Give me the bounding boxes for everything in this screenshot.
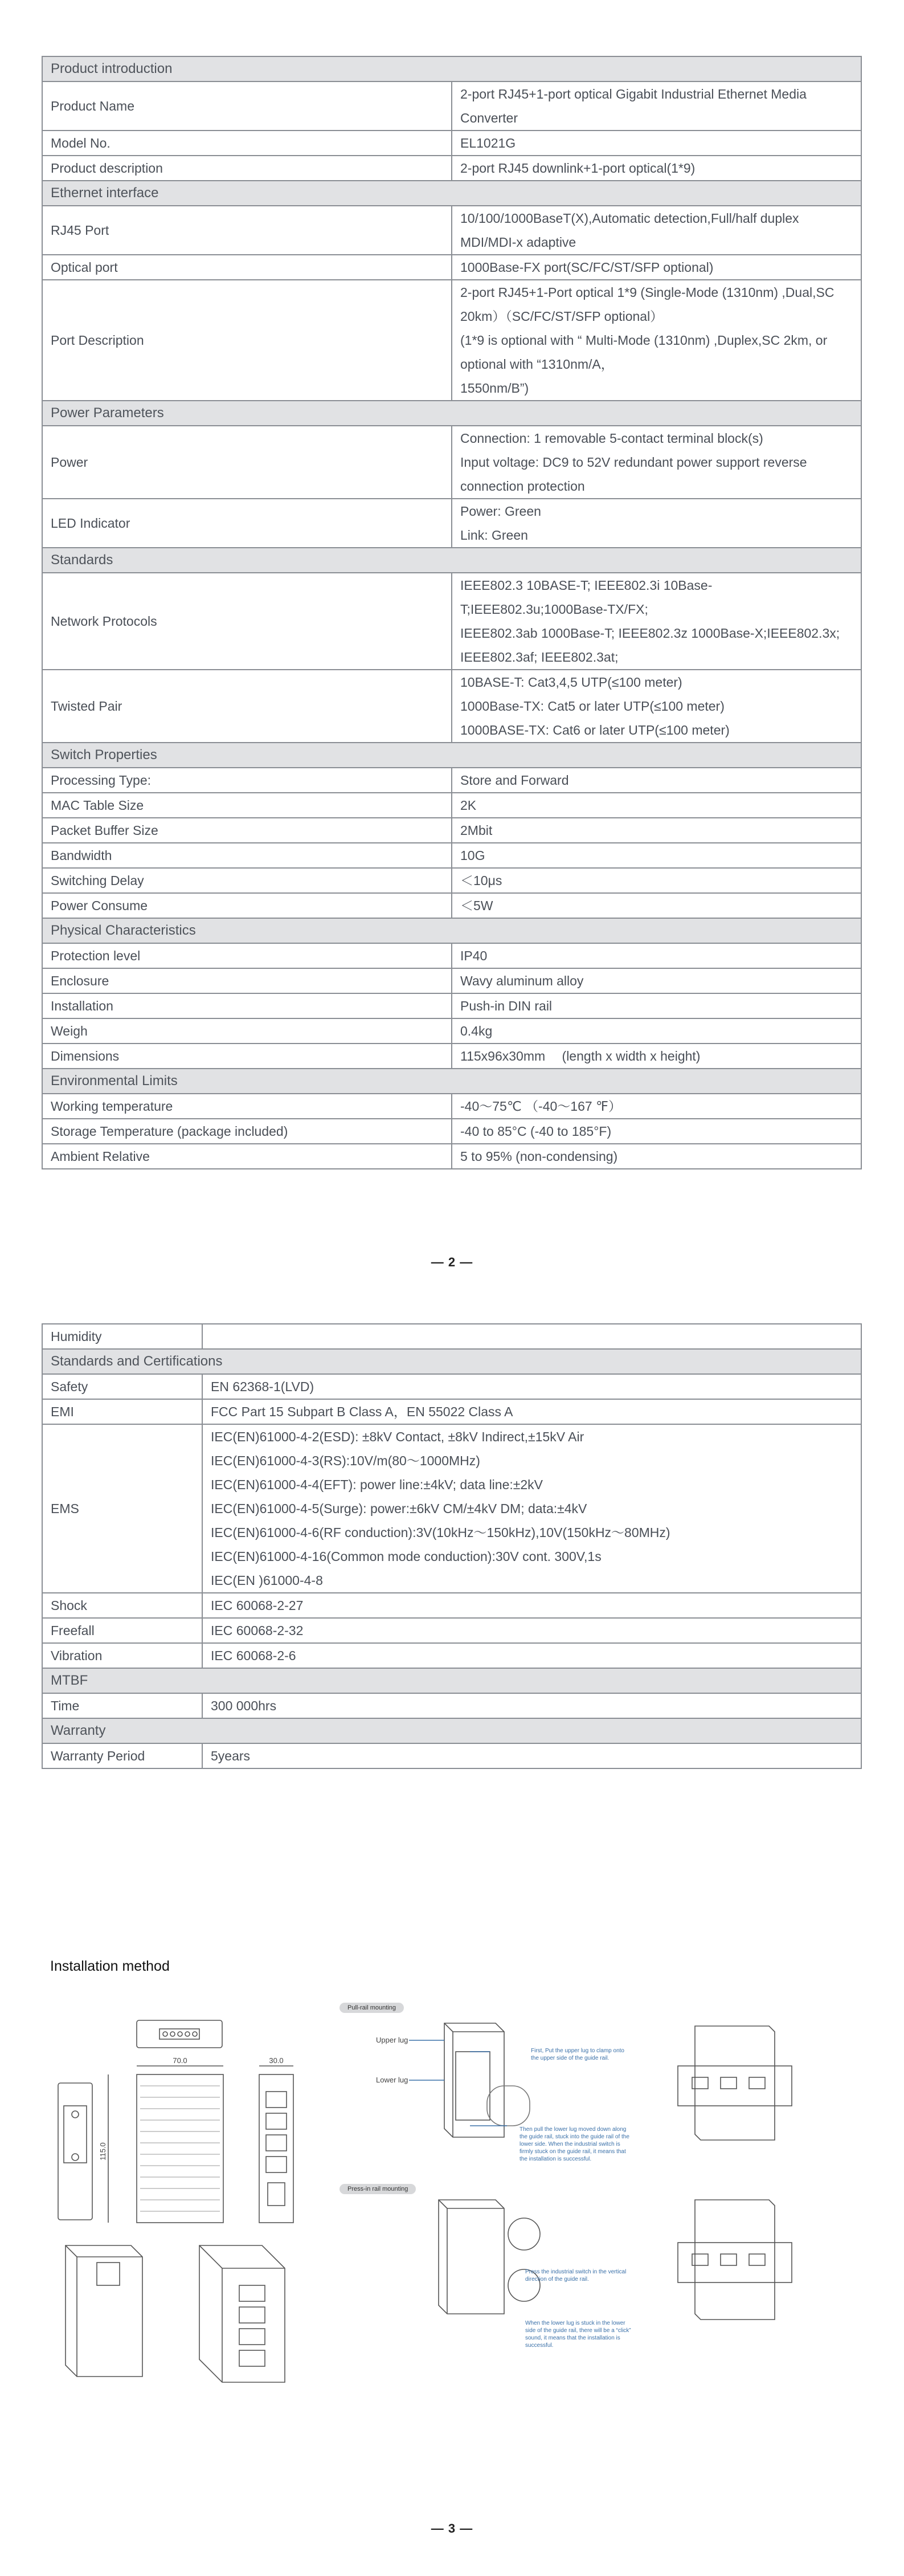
upper-lug-label: Upper lug <box>376 2036 408 2044</box>
section-title: Standards <box>42 548 861 573</box>
spec-value <box>452 943 861 968</box>
spec-value-line: IEEE802.3 10BASE-T; IEEE802.3i 10Base-T;IEEE802.3u;1000Base-TX/FX; <box>460 578 713 617</box>
spec-value <box>202 1643 861 1668</box>
section-header <box>42 56 861 81</box>
dim-height-label: 115.0 <box>99 2142 107 2161</box>
spec-value <box>202 1374 861 1399</box>
section-header <box>42 1349 861 1374</box>
spec-row <box>42 131 861 156</box>
spec-row <box>42 499 861 548</box>
spec-row <box>42 1399 861 1424</box>
spec-row <box>42 1144 861 1169</box>
spec-key: Dimensions <box>42 1044 452 1069</box>
spec-value <box>452 131 861 156</box>
spec-value-line: ＜10μs <box>460 873 502 888</box>
spec-row <box>42 206 861 255</box>
spec-key: Installation <box>42 993 452 1018</box>
spec-key: Time <box>42 1693 202 1718</box>
spec-key: Processing Type: <box>42 768 452 793</box>
spec-value <box>452 968 861 993</box>
spec-value-line: 2-port RJ45+1-Port optical 1*9 (Single-Mode (1310nm) ,Dual,SC 20km）（SC/FC/ST/SFP optional） <box>460 285 835 324</box>
spec-key: Safety <box>42 1374 202 1399</box>
spec-value-line: IEC 60068-2-27 <box>211 1598 304 1613</box>
section-title: MTBF <box>42 1668 861 1693</box>
spec-value <box>452 81 861 131</box>
spec-value-line: Power: Green <box>460 504 541 519</box>
spec-value <box>452 993 861 1018</box>
spec-row <box>42 1324 861 1349</box>
spec-row <box>42 1018 861 1044</box>
page-number: — 3 — <box>431 2521 473 2536</box>
spec-value-line: Input voltage: DC9 to 52V redundant power support reverse connection protection <box>460 455 807 494</box>
spec-row <box>42 156 861 181</box>
pull-rail-tag: Pull-rail mounting <box>339 2003 404 2013</box>
spec-row <box>42 1593 861 1618</box>
spec-key: Power <box>42 426 452 499</box>
spec-value-line: 5years <box>211 1748 251 1763</box>
spec-key: Network Protocols <box>42 573 452 670</box>
spec-key: EMI <box>42 1399 202 1424</box>
spec-value-line: 5 to 95% (non-condensing) <box>460 1149 618 1164</box>
spec-key: Power Consume <box>42 893 452 918</box>
spec-key: Twisted Pair <box>42 670 452 743</box>
lower-lug-label: Lower lug <box>376 2076 408 2084</box>
spec-value <box>452 499 861 548</box>
spec-row <box>42 818 861 843</box>
spec-value-line: -40 to 85°C (-40 to 185°F) <box>460 1124 612 1139</box>
spec-value-line: Push-in DIN rail <box>460 998 553 1013</box>
page-number: — 2 — <box>431 1255 473 1269</box>
spec-value <box>202 1618 861 1643</box>
spec-value-line: EL1021G <box>460 136 516 150</box>
spec-row <box>42 1643 861 1668</box>
spec-value-line: 10G <box>460 848 485 863</box>
spec-value <box>202 1593 861 1618</box>
spec-value-line: -40～75℃ （-40～167 ℉） <box>460 1099 621 1114</box>
section-title: Product introduction <box>42 56 861 81</box>
spec-value-line: 0.4kg <box>460 1024 493 1038</box>
spec-value <box>452 255 861 280</box>
section-title: Ethernet interface <box>42 181 861 206</box>
spec-value <box>202 1424 861 1593</box>
spec-value <box>452 893 861 918</box>
spec-row <box>42 1094 861 1119</box>
mount-step-2: Then pull the lower lug moved down along the guide rail, stuck into the guide rail of the lower side. When the industrial switch is firmly stuck on the guide rail, it means that the installation is successful. <box>520 2126 629 2162</box>
spec-key: Optical port <box>42 255 452 280</box>
spec-row <box>42 793 861 818</box>
spec-row <box>42 1119 861 1144</box>
installation-heading: Installation method <box>50 1958 170 1974</box>
spec-row <box>42 1618 861 1643</box>
spec-value-line: 2K <box>460 798 477 813</box>
mount-step-1: First, Put the upper lug to clamp onto the upper side of the guide rail. <box>531 2048 624 2061</box>
spec-key: EMS <box>42 1424 202 1593</box>
spec-key: Ambient Relative <box>42 1144 452 1169</box>
spec-value <box>452 1018 861 1044</box>
spec-key: Humidity <box>42 1324 202 1349</box>
section-header <box>42 918 861 943</box>
dim-width-label: 70.0 <box>173 2056 187 2065</box>
dimension-drawing <box>46 2012 313 2388</box>
spec-value <box>452 868 861 893</box>
spec-row <box>42 1743 861 1768</box>
section-title: Physical Characteristics <box>42 918 861 943</box>
spec-value <box>452 426 861 499</box>
spec-value <box>452 573 861 670</box>
spec-row <box>42 943 861 968</box>
press-rail-tag: Press-in rail mounting <box>339 2184 416 2194</box>
spec-key: Protection level <box>42 943 452 968</box>
spec-value-line: 115x96x30mm (length x width x height) <box>460 1049 701 1063</box>
spec-row <box>42 670 861 743</box>
spec-value-line: IEC 60068-2-32 <box>211 1623 304 1638</box>
spec-row <box>42 893 861 918</box>
spec-value-line: Connection: 1 removable 5-contact terminal block(s) <box>460 431 763 446</box>
spec-value-line: 300 000hrs <box>211 1698 277 1713</box>
spec-value-line: 2Mbit <box>460 823 493 838</box>
spec-value-line: 10BASE-T: Cat3,4,5 UTP(≤100 meter) <box>460 675 682 690</box>
spec-row <box>42 280 861 401</box>
terminal-block <box>163 2032 197 2036</box>
spec-key: RJ45 Port <box>42 206 452 255</box>
spec-key: Warranty Period <box>42 1743 202 1768</box>
spec-value <box>202 1324 861 1349</box>
spec-value-line: IEC(EN)61000-4-16(Common mode conduction):30V cont. 300V,1s <box>211 1549 602 1564</box>
spec-value-line: Wavy aluminum alloy <box>460 973 584 988</box>
spec-value <box>452 1119 861 1144</box>
spec-key: Bandwidth <box>42 843 452 868</box>
spec-value <box>452 1144 861 1169</box>
spec-value-line: IEC(EN )61000-4-8 <box>211 1573 323 1588</box>
section-header <box>42 401 861 426</box>
spec-value <box>202 1399 861 1424</box>
spec-value-line: IEC(EN)61000-4-5(Surge): power:±6kV CM/±4kV DM; data:±4kV <box>211 1501 587 1516</box>
spec-value-line: Link: Green <box>460 528 528 543</box>
section-header <box>42 548 861 573</box>
spec-value <box>452 768 861 793</box>
spec-value-line: IEC 60068-2-6 <box>211 1648 296 1663</box>
spec-key: Shock <box>42 1593 202 1618</box>
spec-value-line: 1550nm/B”) <box>460 381 529 396</box>
section-title: Standards and Certifications <box>42 1349 861 1374</box>
spec-key: LED Indicator <box>42 499 452 548</box>
spec-row <box>42 968 861 993</box>
spec-row <box>42 1424 861 1593</box>
spec-value-line: IEC(EN)61000-4-3(RS):10V/m(80～1000MHz) <box>211 1453 480 1468</box>
section-title: Environmental Limits <box>42 1069 861 1094</box>
spec-value-line: (1*9 is optional with “ Multi-Mode (1310nm) ,Duplex,SC 2km, or optional with “1310nm/A， <box>460 333 828 372</box>
spec-value <box>452 818 861 843</box>
spec-row <box>42 573 861 670</box>
section-title: Power Parameters <box>42 401 861 426</box>
spec-row <box>42 1693 861 1718</box>
spec-table-page-3 <box>42 1323 862 1769</box>
spec-value-line: ＜5W <box>460 898 493 913</box>
spec-key: MAC Table Size <box>42 793 452 818</box>
spec-value-line: 10/100/1000BaseT(X),Automatic detection,Full/half duplex MDI/MDI-x adaptive <box>460 211 799 250</box>
spec-key: Product description <box>42 156 452 181</box>
spec-row <box>42 843 861 868</box>
spec-value <box>452 843 861 868</box>
spec-value-line: 1000BASE-TX: Cat6 or later UTP(≤100 meter) <box>460 723 730 737</box>
spec-key: Enclosure <box>42 968 452 993</box>
mount-step-4: When the lower lug is stuck in the lower side of the guide rail, there will be a “click” sound, it means that the installation is successful. <box>525 2320 631 2349</box>
spec-key: Storage Temperature (package included) <box>42 1119 452 1144</box>
spec-value <box>452 156 861 181</box>
spec-value-line: IEC(EN)61000-4-4(EFT): power line:±4kV; data line:±2kV <box>211 1477 543 1492</box>
dim-depth-label: 30.0 <box>269 2056 284 2065</box>
spec-key: Packet Buffer Size <box>42 818 452 843</box>
section-title: Warranty <box>42 1718 861 1743</box>
spec-value <box>452 206 861 255</box>
section-header <box>42 181 861 206</box>
spec-key: Product Name <box>42 81 452 131</box>
spec-table-page-2 <box>42 56 862 1169</box>
spec-value <box>452 280 861 401</box>
spec-value-line: IEC(EN)61000-4-6(RF conduction):3V(10kHz～150kHz),10V(150kHz～80MHz) <box>211 1525 670 1540</box>
spec-value-line: IEC(EN)61000-4-2(ESD): ±8kV Contact, ±8kV Indirect,±15kV Air <box>211 1429 584 1444</box>
spec-key: Freefall <box>42 1618 202 1643</box>
spec-key: Weigh <box>42 1018 452 1044</box>
spec-value <box>452 670 861 743</box>
spec-value <box>202 1743 861 1768</box>
spec-row <box>42 426 861 499</box>
spec-row <box>42 1044 861 1069</box>
spec-key: Vibration <box>42 1643 202 1668</box>
spec-value <box>452 793 861 818</box>
spec-value-line: 2-port RJ45+1-port optical Gigabit Industrial Ethernet Media Converter <box>460 87 807 125</box>
spec-value <box>452 1044 861 1069</box>
spec-value-line: 1000Base-TX: Cat5 or later UTP(≤100 meter) <box>460 699 725 714</box>
spec-key: Model No. <box>42 131 452 156</box>
spec-row <box>42 768 861 793</box>
section-header <box>42 1668 861 1693</box>
spec-value-line: IP40 <box>460 948 488 963</box>
spec-value-line: Store and Forward <box>460 773 569 788</box>
spec-value-line: IEEE802.3ab 1000Base-T; IEEE802.3z 1000Base-X;IEEE802.3x; IEEE802.3af; IEEE802.3at; <box>460 626 840 665</box>
spec-value <box>202 1693 861 1718</box>
section-header <box>42 1069 861 1094</box>
section-header <box>42 1718 861 1743</box>
spec-row <box>42 993 861 1018</box>
spec-key: Port Description <box>42 280 452 401</box>
spec-value-line: 2-port RJ45 downlink+1-port optical(1*9) <box>460 161 696 176</box>
spec-key: Working temperature <box>42 1094 452 1119</box>
spec-row <box>42 81 861 131</box>
section-title: Switch Properties <box>42 743 861 768</box>
spec-row <box>42 1374 861 1399</box>
spec-value <box>452 1094 861 1119</box>
spec-value-line: FCC Part 15 Subpart B Class A，EN 55022 Class A <box>211 1404 513 1419</box>
spec-row <box>42 868 861 893</box>
spec-key: Switching Delay <box>42 868 452 893</box>
spec-row <box>42 255 861 280</box>
spec-value-line: 1000Base-FX port(SC/FC/ST/SFP optional) <box>460 260 714 275</box>
mount-step-3: Press the industrial switch in the vertical direction of the guide rail. <box>525 2269 627 2282</box>
section-header <box>42 743 861 768</box>
spec-value-line: EN 62368-1(LVD) <box>211 1379 314 1394</box>
